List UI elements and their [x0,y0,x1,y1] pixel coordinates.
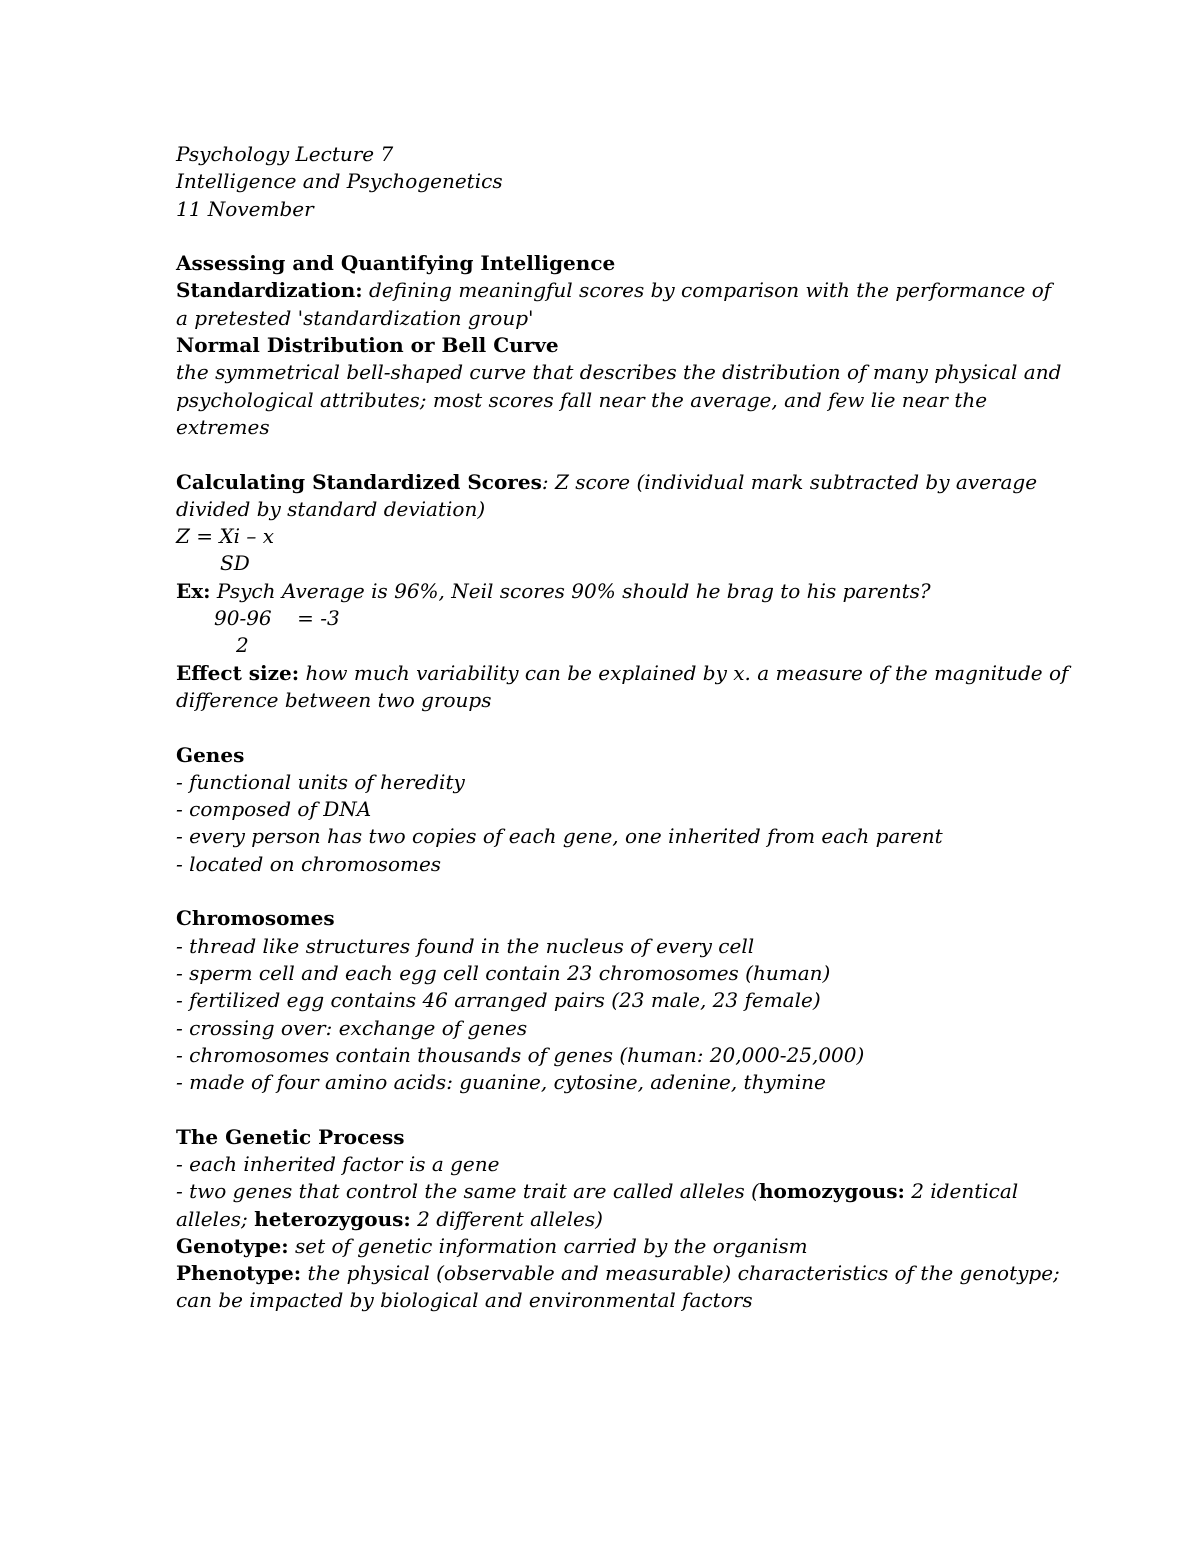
list-item: - sperm cell and each egg cell contain 23 chromosomes (human) [176,960,831,985]
z-score-formula-numerator: Z = Xi – x [176,524,274,549]
lecture-topic: Intelligence and Psychogenetics [176,169,503,194]
term: Standardization: [176,278,363,303]
list-item: - each inherited factor is a gene [176,1151,500,1176]
list-item: - thread like structures found in the nucleus of every cell [176,933,755,958]
term: Ex: [176,578,211,603]
list-item: - composed of DNA [176,797,372,822]
list-item: - located on chromosomes [176,851,442,876]
term: homozygous: [758,1179,905,1204]
spacer [176,441,1046,468]
effect-size-definition-cont: difference between two groups [176,687,492,712]
example-divisor: 2 [236,633,249,658]
definition: : Z score (individual mark subtracted by average [541,469,1038,494]
standardized-scores-definition-cont: divided by standard deviation) [176,496,486,521]
normal-distribution-definition-end: extremes [176,414,270,439]
example-calculation: 90-96 = -3 [214,606,340,631]
term: Phenotype: [176,1261,302,1286]
normal-distribution-heading: Normal Distribution or Bell Curve [176,333,559,358]
alleles-item-cont: alleles; heterozygous: 2 different alleles) [176,1206,603,1231]
term: Calculating Standardized Scores [176,469,542,494]
normal-distribution-definition-cont: psychological attributes; most scores fall near the average, and few lie near the [176,387,988,412]
notes-body [176,141,1069,1315]
section-heading-intelligence: Assessing and Quantifying Intelligence [176,251,616,276]
spacer [176,1096,1046,1123]
section-heading-chromosomes: Chromosomes [176,906,335,931]
definition: Psych Average is 96%, Neil scores 90% should he brag to his parents? [210,578,931,603]
term: heterozygous: [254,1206,411,1231]
standardization-definition-cont: a pretested 'standardization group' [176,305,534,330]
section-heading-genes: Genes [176,742,245,767]
genotype-definition [176,1233,1046,1260]
list-item: - functional units of heredity [176,769,465,794]
list-item: - made of four amino acids: guanine, cytosine, adenine, thymine [176,1070,826,1095]
definition: set of genetic information carried by the organism [288,1233,808,1258]
phenotype-definition [176,1260,1060,1287]
lecture-date: 11 November [176,196,314,221]
definition: defining meaningful scores by comparison with the performance of [362,278,1052,303]
term: Genotype: [176,1233,289,1258]
section-heading-genetic-process: The Genetic Process [176,1124,405,1149]
normal-distribution-definition: the symmetrical bell-shaped curve that describes the distribution of many physical and [176,360,1062,385]
spacer [176,878,1046,905]
example-question [176,578,1046,605]
z-score-formula-denominator: SD [220,551,250,576]
list-item: - fertilized egg contains 46 arranged pairs (23 male, 23 female) [176,988,821,1013]
definition: how much variability can be explained by x. a measure of the magnitude of [299,660,1069,685]
spacer [176,223,1046,250]
alleles-item: - two genes that control the same trait are called alleles (homozygous: 2 identical [176,1179,1019,1204]
standardized-scores-definition [176,469,1046,496]
standardization-definition [176,277,1052,304]
course-title: Psychology Lecture 7 [176,142,394,166]
list-item: - crossing over: exchange of genes [176,1015,528,1040]
list-item: - every person has two copies of each gene, one inherited from each parent [176,824,943,849]
phenotype-definition-cont: can be impacted by biological and environmental factors [176,1288,753,1313]
term: Effect size: [176,660,300,685]
spacer [176,714,1046,741]
list-item: - chromosomes contain thousands of genes (human: 20,000-25,000) [176,1042,865,1067]
effect-size-definition [176,660,1069,687]
definition: the physical (observable and measurable) characteristics of the genotype; [301,1261,1060,1286]
